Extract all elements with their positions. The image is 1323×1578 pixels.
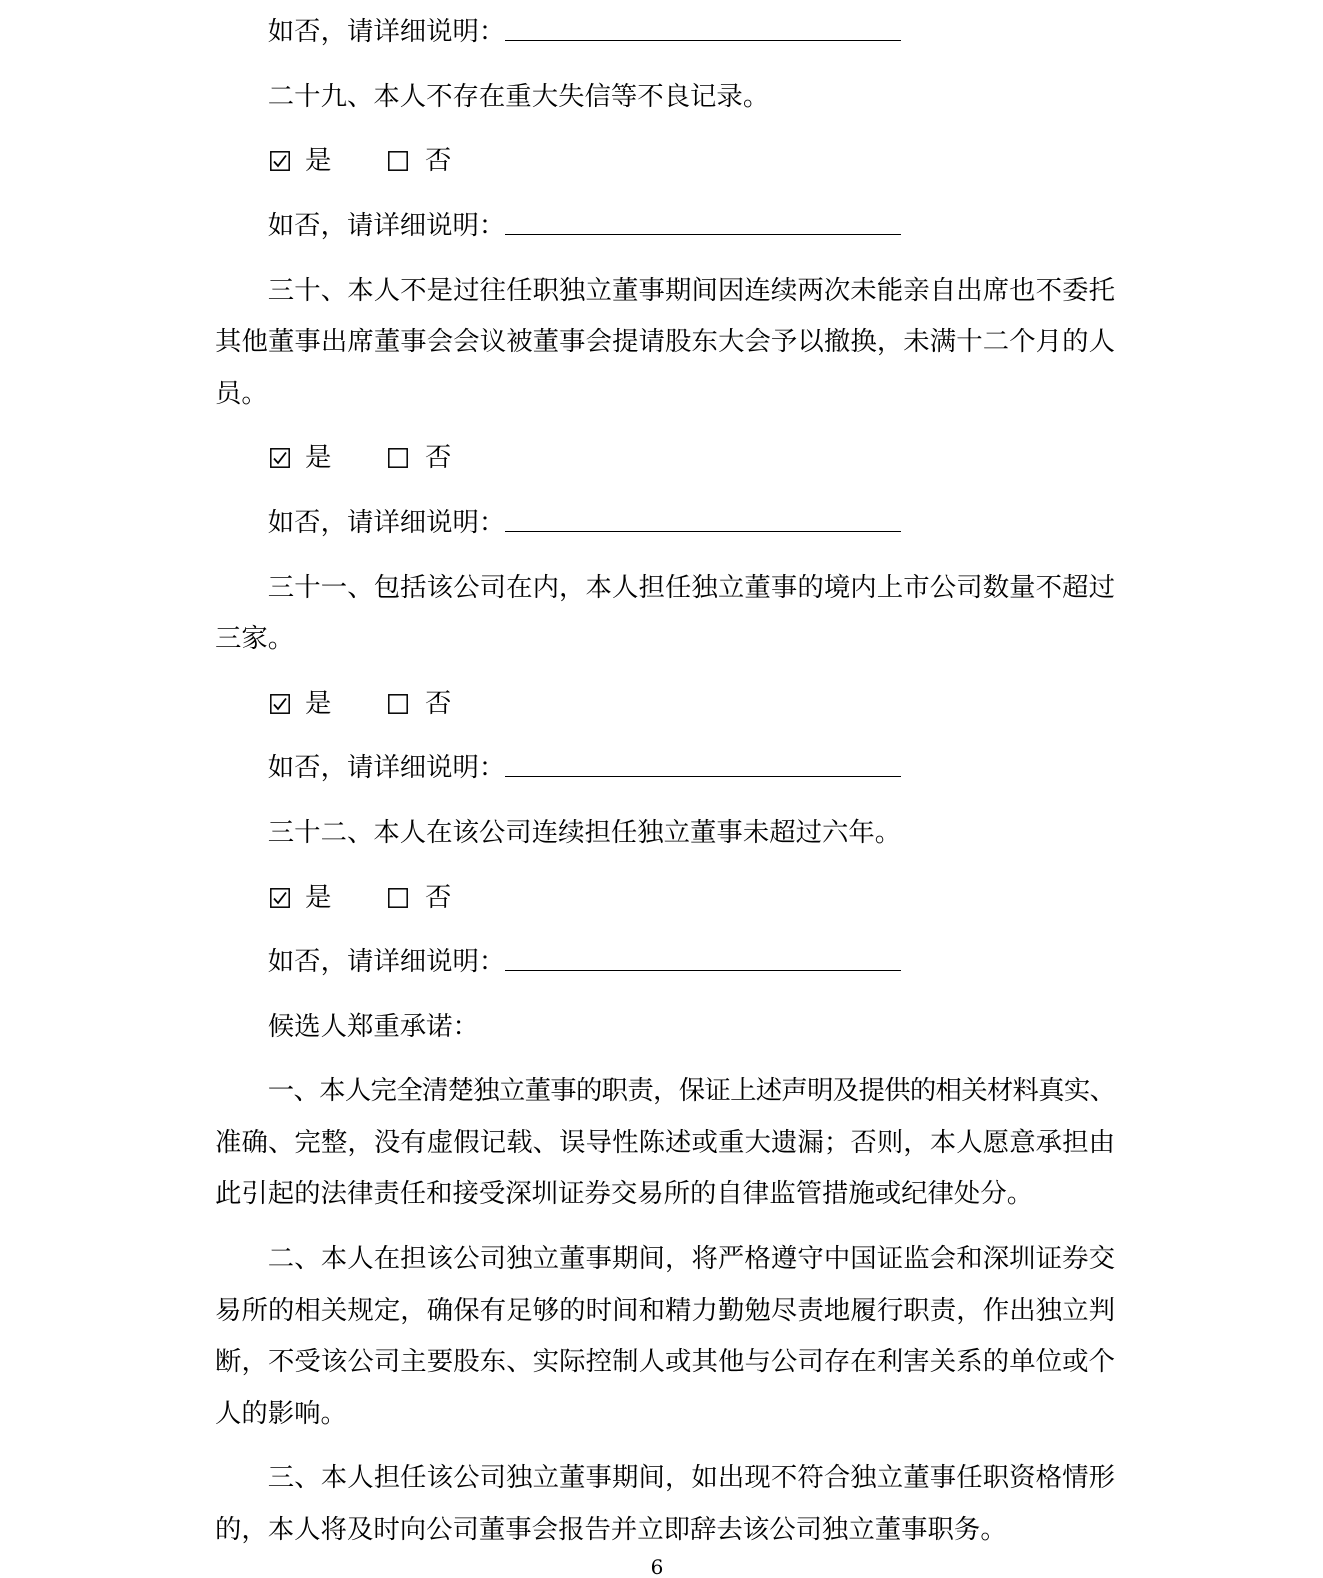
no-label: 否 (425, 145, 452, 177)
explain-label: 如否，请详细说明： (267, 946, 506, 978)
explain-row (215, 497, 1115, 549)
pledge-2 (215, 1233, 1115, 1439)
no-checkbox (388, 888, 408, 908)
yes-checkbox (270, 448, 290, 468)
answer-options (215, 432, 1115, 484)
pledge-1 (215, 1065, 1115, 1220)
pledge-line: 一、本人完全清楚独立董事的职责，保证上述声明及提供的相关材料真实、 (267, 1075, 1115, 1107)
checkbox-icon (388, 888, 408, 908)
explain-label: 如否，请详细说明： (267, 209, 506, 241)
item-statement (215, 71, 1115, 123)
explain-label: 如否，请详细说明： (267, 506, 506, 538)
declaration-item-32 (215, 807, 1115, 988)
check-mark-icon (274, 698, 286, 709)
statement-line: 二十九、本人不存在重大失信等不良记录。 (267, 80, 770, 112)
explain-row (215, 742, 1115, 794)
pledge-line: 此引起的法律责任和接受深圳证券交易所的自律监管措施或纪律处分。 (215, 1178, 1034, 1210)
explain-blank (505, 776, 901, 777)
no-checkbox (388, 448, 408, 468)
item-statement (215, 807, 1115, 859)
explain-row (215, 200, 1115, 252)
declaration-item-29 (215, 71, 1115, 252)
pledge-line: 断，不受该公司主要股东、实际控制人或其他与公司存在利害关系的单位或个 (215, 1346, 1115, 1378)
explain-blank (505, 970, 901, 971)
document-body (215, 6, 1115, 1568)
yes-label: 是 (305, 881, 332, 913)
no-checkbox (388, 694, 408, 714)
yes-label: 是 (305, 442, 332, 474)
check-mark-icon (274, 156, 286, 167)
pledge-3 (215, 1452, 1115, 1555)
explain-blank (505, 531, 901, 532)
explain-label: 如否，请详细说明： (267, 752, 506, 784)
pledge-line: 易所的相关规定，确保有足够的时间和精力勤勉尽责地履行职责，作出独立判 (215, 1294, 1115, 1326)
item-statement (215, 562, 1115, 665)
explain-blank (505, 234, 901, 235)
pledge-line: 三、本人担任该公司独立董事期间，如出现不符合独立董事任职资格情形 (267, 1462, 1115, 1494)
explain-blank (505, 40, 901, 41)
statement-line: 三十一、包括该公司在内，本人担任独立董事的境内上市公司数量不超过 (267, 571, 1115, 603)
yes-checkbox (270, 151, 290, 171)
pledge-heading: 候选人郑重承诺： (267, 1010, 479, 1042)
page-number: 6 (650, 1556, 664, 1578)
checkbox-icon (270, 448, 290, 468)
checkbox-icon (388, 151, 408, 171)
pledge-line: 的，本人将及时向公司董事会报告并立即辞去该公司独立董事职务。 (215, 1514, 1007, 1546)
statement-line: 三十二、本人在该公司连续担任独立董事未超过六年。 (267, 816, 902, 848)
check-mark-icon (274, 892, 286, 903)
checkbox-icon (270, 694, 290, 714)
no-checkbox (388, 151, 408, 171)
pledge-section-heading (215, 1001, 1115, 1053)
checkbox-icon (270, 151, 290, 171)
item-statement (215, 265, 1115, 420)
explain-row (215, 6, 1115, 58)
yes-label: 是 (305, 145, 332, 177)
pledge-line: 准确、完整，没有虚假记载、误导性陈述或重大遗漏；否则，本人愿意承担由 (215, 1126, 1115, 1158)
answer-options (215, 872, 1115, 924)
declaration-item-30 (215, 265, 1115, 549)
explain-label: 如否，请详细说明： (267, 16, 506, 48)
check-mark-icon (274, 453, 286, 464)
yes-checkbox (270, 888, 290, 908)
answer-options (215, 678, 1115, 730)
checkbox-icon (388, 448, 408, 468)
statement-line: 其他董事出席董事会会议被董事会提请股东大会予以撤换，未满十二个月的人 (215, 326, 1115, 358)
statement-line: 三十、本人不是过往任职独立董事期间因连续两次未能亲自出席也不委托 (267, 274, 1115, 306)
pledge-line: 人的影响。 (215, 1397, 347, 1429)
checkbox-icon (388, 694, 408, 714)
no-label: 否 (425, 881, 452, 913)
no-label: 否 (425, 442, 452, 474)
explain-row (215, 936, 1115, 988)
answer-options (215, 135, 1115, 187)
statement-line: 三家。 (215, 623, 295, 655)
yes-label: 是 (305, 687, 332, 719)
no-label: 否 (425, 687, 452, 719)
statement-line: 员。 (215, 377, 268, 409)
yes-checkbox (270, 694, 290, 714)
declaration-item-31 (215, 562, 1115, 794)
pledge-line: 二、本人在担该公司独立董事期间，将严格遵守中国证监会和深圳证券交 (267, 1243, 1115, 1275)
checkbox-icon (270, 888, 290, 908)
